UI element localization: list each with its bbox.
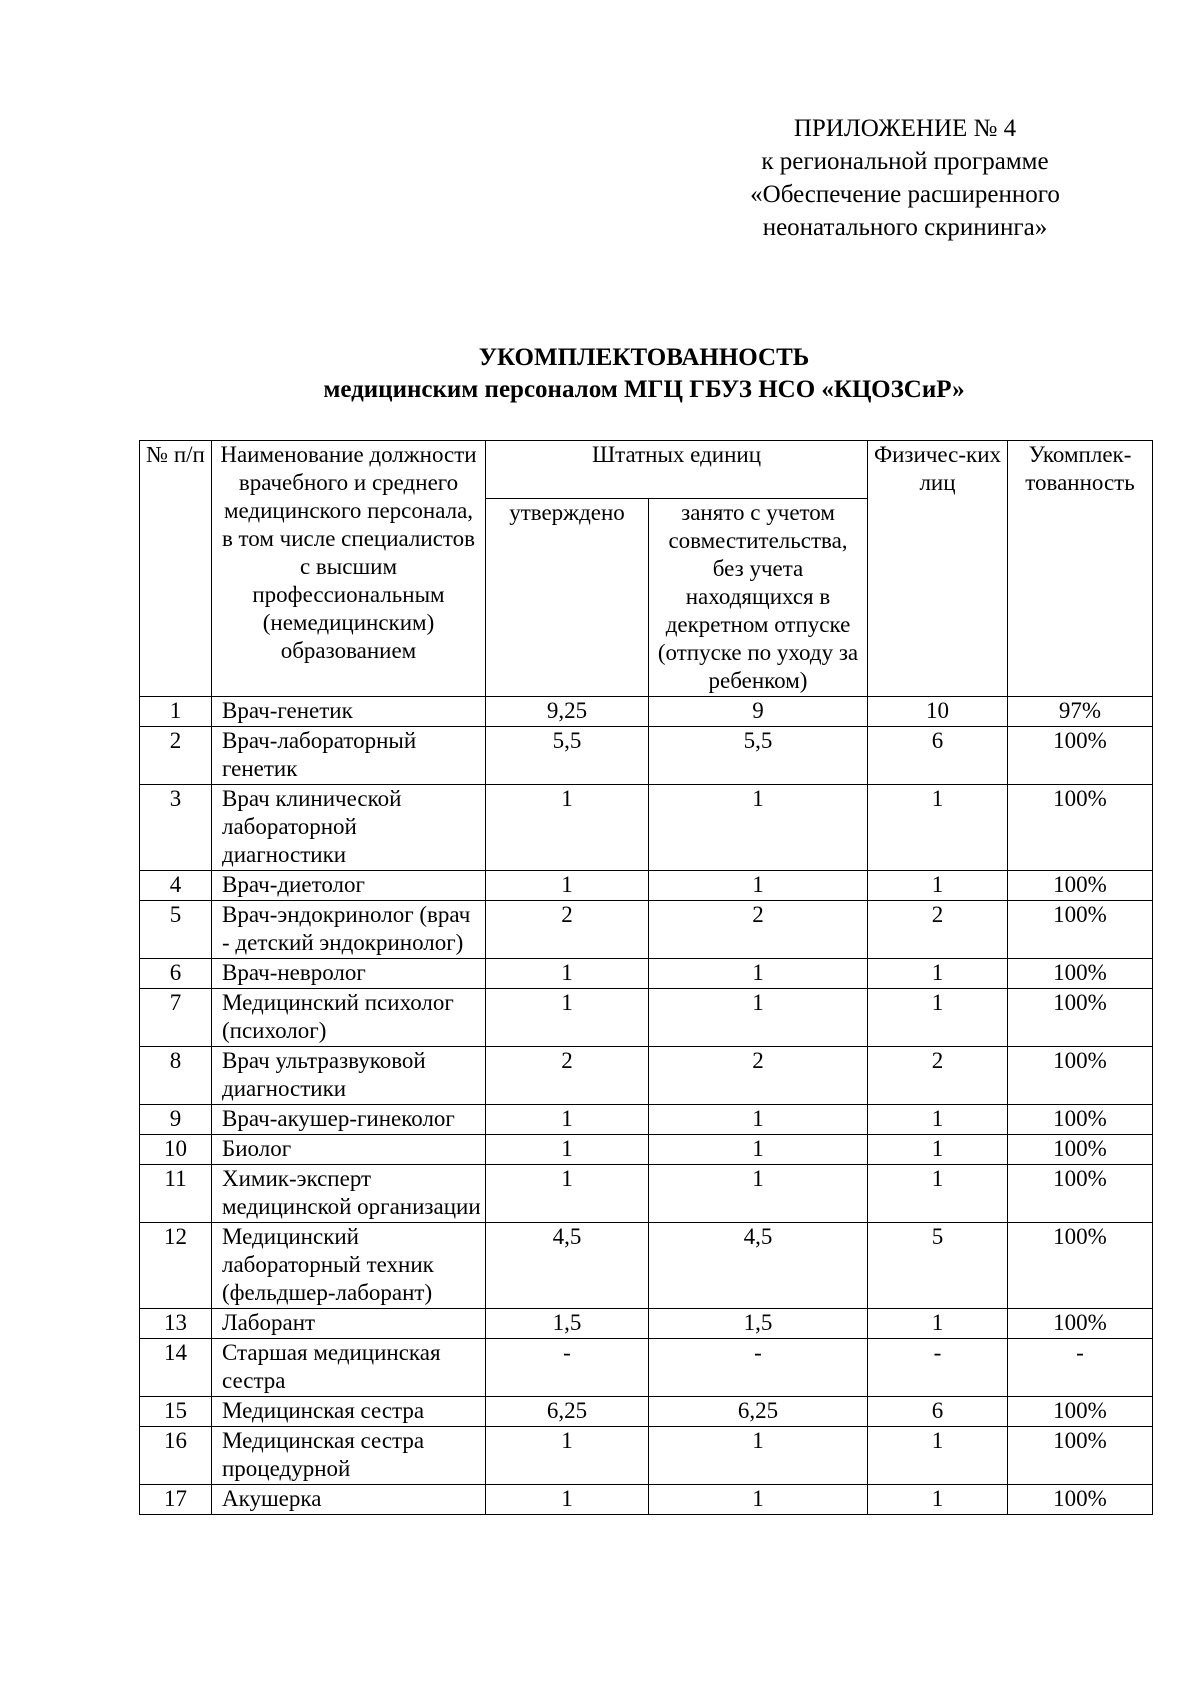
row-num: 6 xyxy=(140,959,212,989)
row-position-name: Медицинский лабораторный техник (фельдшер-лаборант) xyxy=(212,1223,486,1309)
staffing-table xyxy=(139,440,1153,1515)
row-individuals: 6 xyxy=(868,727,1008,785)
row-individuals: 2 xyxy=(868,1047,1008,1105)
header-individuals-cont xyxy=(868,499,1008,697)
table-row xyxy=(140,959,1153,989)
row-individuals: 1 xyxy=(868,871,1008,901)
table-row xyxy=(140,1223,1153,1309)
row-occupied: 2 xyxy=(649,1047,868,1105)
row-staffing: 100% xyxy=(1008,1397,1153,1427)
row-position-name: Врач-невролог xyxy=(212,959,486,989)
row-staffing: 100% xyxy=(1008,1427,1153,1485)
header-position: Наименование должности врачебного и среднего медицинского персонала, в том числе специалистов с высшим профессиональным (немедицинским) образованием xyxy=(212,441,486,697)
row-position-name: Врач-генетик xyxy=(212,697,486,727)
row-position-name: Биолог xyxy=(212,1135,486,1165)
row-occupied: 1 xyxy=(649,959,868,989)
table-row xyxy=(140,901,1153,959)
header-staff-units: Штатных единиц xyxy=(486,441,868,499)
row-staffing: 100% xyxy=(1008,1223,1153,1309)
row-individuals: 6 xyxy=(868,1397,1008,1427)
row-approved: 5,5 xyxy=(486,727,649,785)
table-row xyxy=(140,697,1153,727)
row-individuals: 1 xyxy=(868,785,1008,871)
row-approved: 1 xyxy=(486,1165,649,1223)
row-num: 4 xyxy=(140,871,212,901)
row-num: 5 xyxy=(140,901,212,959)
document-title xyxy=(130,342,1158,406)
row-approved: 1 xyxy=(486,1105,649,1135)
row-approved: 9,25 xyxy=(486,697,649,727)
row-position-name: Врач-лабораторный генетик xyxy=(212,727,486,785)
row-num: 9 xyxy=(140,1105,212,1135)
row-individuals: 1 xyxy=(868,1165,1008,1223)
row-position-name: Старшая медицинская сестра xyxy=(212,1339,486,1397)
row-num: 8 xyxy=(140,1047,212,1105)
header-num: № п/п xyxy=(140,441,212,697)
row-individuals: 5 xyxy=(868,1223,1008,1309)
row-num: 11 xyxy=(140,1165,212,1223)
row-occupied: 6,25 xyxy=(649,1397,868,1427)
row-position-name: Акушерка xyxy=(212,1485,486,1515)
row-individuals: 1 xyxy=(868,1309,1008,1339)
row-num: 12 xyxy=(140,1223,212,1309)
row-num: 13 xyxy=(140,1309,212,1339)
row-approved: 1 xyxy=(486,785,649,871)
row-staffing: 100% xyxy=(1008,989,1153,1047)
row-approved: 1 xyxy=(486,959,649,989)
row-occupied: 9 xyxy=(649,697,868,727)
row-num: 15 xyxy=(140,1397,212,1427)
row-approved: 4,5 xyxy=(486,1223,649,1309)
row-occupied: 1,5 xyxy=(649,1309,868,1339)
appendix-line-3: «Обеспечение расширенного xyxy=(750,181,1060,208)
row-occupied: 1 xyxy=(649,1485,868,1515)
table-row xyxy=(140,1105,1153,1135)
row-staffing: 100% xyxy=(1008,871,1153,901)
row-staffing: 100% xyxy=(1008,1309,1153,1339)
row-individuals: 2 xyxy=(868,901,1008,959)
row-approved: 2 xyxy=(486,1047,649,1105)
table-row xyxy=(140,1485,1153,1515)
row-position-name: Лаборант xyxy=(212,1309,486,1339)
table-body xyxy=(140,697,1153,1515)
header-staffing: Укомплек-тованность xyxy=(1008,441,1153,499)
row-num: 14 xyxy=(140,1339,212,1397)
row-individuals: 1 xyxy=(868,1105,1008,1135)
header-staffing-cont xyxy=(1008,499,1153,697)
row-approved: 1,5 xyxy=(486,1309,649,1339)
row-num: 1 xyxy=(140,697,212,727)
row-position-name: Врач клинической лабораторной диагностики xyxy=(212,785,486,871)
row-individuals: 1 xyxy=(868,959,1008,989)
row-approved: 1 xyxy=(486,989,649,1047)
row-individuals: 1 xyxy=(868,1485,1008,1515)
row-position-name: Медицинская сестра процедурной xyxy=(212,1427,486,1485)
row-approved: 2 xyxy=(486,901,649,959)
appendix-line-4: неонатального скрининга» xyxy=(762,214,1048,241)
row-occupied: 1 xyxy=(649,1105,868,1135)
row-position-name: Медицинский психолог (психолог) xyxy=(212,989,486,1047)
row-staffing: 100% xyxy=(1008,1135,1153,1165)
row-occupied: 1 xyxy=(649,989,868,1047)
row-num: 16 xyxy=(140,1427,212,1485)
row-occupied: 1 xyxy=(649,871,868,901)
row-approved: 6,25 xyxy=(486,1397,649,1427)
row-occupied: 5,5 xyxy=(649,727,868,785)
row-position-name: Врач ультразвуковой диагностики xyxy=(212,1047,486,1105)
table-row xyxy=(140,871,1153,901)
appendix-number: ПРИЛОЖЕНИЕ № 4 xyxy=(793,115,1017,142)
header-individuals: Физичес-ких лиц xyxy=(868,441,1008,499)
row-position-name: Медицинская сестра xyxy=(212,1397,486,1427)
row-occupied: - xyxy=(649,1339,868,1397)
table-row xyxy=(140,1427,1153,1485)
row-num: 3 xyxy=(140,785,212,871)
table-row xyxy=(140,1339,1153,1397)
row-num: 17 xyxy=(140,1485,212,1515)
table-row xyxy=(140,785,1153,871)
row-staffing: 100% xyxy=(1008,1165,1153,1223)
row-approved: 1 xyxy=(486,1427,649,1485)
row-position-name: Врач-эндокринолог (врач - детский эндокринолог) xyxy=(212,901,486,959)
row-num: 10 xyxy=(140,1135,212,1165)
row-staffing: 100% xyxy=(1008,1485,1153,1515)
table-row xyxy=(140,1135,1153,1165)
row-individuals: 1 xyxy=(868,1427,1008,1485)
row-staffing: 97% xyxy=(1008,697,1153,727)
row-approved: 1 xyxy=(486,871,649,901)
row-staffing: 100% xyxy=(1008,727,1153,785)
table-row xyxy=(140,1309,1153,1339)
table-row xyxy=(140,1397,1153,1427)
row-occupied: 1 xyxy=(649,1165,868,1223)
header-occupied: занято с учетом совместительства, без учета находящихся в декретном отпуске (отпуске по уходу за ребенком) xyxy=(649,499,868,697)
row-approved: 1 xyxy=(486,1135,649,1165)
table-row xyxy=(140,1047,1153,1105)
table-row xyxy=(140,727,1153,785)
row-individuals: 1 xyxy=(868,989,1008,1047)
row-staffing: 100% xyxy=(1008,1105,1153,1135)
row-approved: 1 xyxy=(486,1485,649,1515)
row-num: 7 xyxy=(140,989,212,1047)
row-occupied: 1 xyxy=(649,1427,868,1485)
appendix-header xyxy=(690,112,1120,244)
row-staffing: 100% xyxy=(1008,1047,1153,1105)
row-individuals: 1 xyxy=(868,1135,1008,1165)
row-occupied: 2 xyxy=(649,901,868,959)
row-occupied: 1 xyxy=(649,785,868,871)
row-position-name: Врач-акушер-гинеколог xyxy=(212,1105,486,1135)
row-occupied: 1 xyxy=(649,1135,868,1165)
table-row xyxy=(140,1165,1153,1223)
row-staffing: 100% xyxy=(1008,901,1153,959)
table-row xyxy=(140,989,1153,1047)
row-position-name: Врач-диетолог xyxy=(212,871,486,901)
header-approved: утверждено xyxy=(486,499,649,697)
row-individuals: 10 xyxy=(868,697,1008,727)
title-line-1: УКОМПЛЕКТОВАННОСТЬ xyxy=(478,344,810,371)
row-occupied: 4,5 xyxy=(649,1223,868,1309)
row-approved: - xyxy=(486,1339,649,1397)
row-staffing: 100% xyxy=(1008,785,1153,871)
header-row-1 xyxy=(140,441,1153,499)
row-num: 2 xyxy=(140,727,212,785)
row-individuals: - xyxy=(868,1339,1008,1397)
appendix-line-2: к региональной программе xyxy=(761,148,1049,175)
row-staffing: - xyxy=(1008,1339,1153,1397)
row-position-name: Химик-эксперт медицинской организации xyxy=(212,1165,486,1223)
title-line-2: медицинским персоналом МГЦ ГБУЗ НСО «КЦОЗСиР» xyxy=(323,376,965,403)
row-staffing: 100% xyxy=(1008,959,1153,989)
